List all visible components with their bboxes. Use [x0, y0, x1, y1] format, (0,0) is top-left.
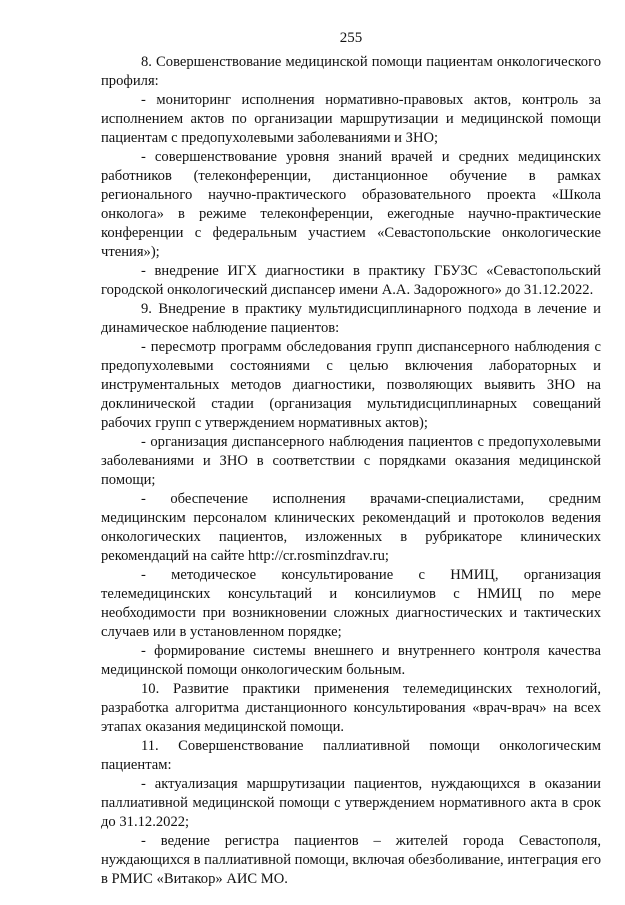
- document-body: [101, 53, 601, 889]
- list-item: - пересмотр программ обследования групп диспансерного наблюдения с предопухолевыми состояниями с целью включения лабораторных и инструментальных методов диагностики, позволяющих выявить ЗНО на доклинической стадии (организация мультидисциплинарных совещаний рабочих групп с утверждением нормативных актов);: [101, 339, 601, 431]
- list-item: - ведение регистра пациентов – жителей города Севастополя, нуждающихся в паллиативной помощи, включая обезболивание, интеграция его в РМИС «Витакор» АИС МО.: [101, 833, 601, 887]
- list-item: - обеспечение исполнения врачами-специалистами, средним медицинским персоналом клинических рекомендаций и протоколов ведения онкологических пациентов, изложенных в рубрикаторе клинических рекомендаций на сайте http://cr.rosminzdrav.ru;: [101, 491, 601, 564]
- list-item: - совершенствование уровня знаний врачей и средних медицинских работников (телеконференции, дистанционное обучение в рамках регионального научно-практического образовательного проекта «Школа онколога» в режиме телеконференции, ежегодные научно-практические конференции с федеральным участием «Севастопольские онкологические чтения»);: [101, 149, 601, 260]
- list-item: - методическое консультирование с НМИЦ, организация телемедицинских консультаций и консилиумов с НМИЦ по мере необходимости при возникновении сложных диагностических и тактических случаев или в установленном порядке;: [101, 567, 601, 640]
- section-heading-11: 11. Совершенствование паллиативной помощи онкологическим пациентам:: [101, 738, 601, 773]
- section-heading-10: 10. Развитие практики применения телемедицинских технологий, разработка алгоритма дистанционного консультирования «врач-врач» на всех этапах оказания медицинской помощи.: [101, 681, 601, 735]
- list-item: - организация диспансерного наблюдения пациентов с предопухолевыми заболеваниями и ЗНО в соответствии с порядками оказания медицинской помощи;: [101, 434, 601, 488]
- page-number: 255: [339, 30, 363, 46]
- list-item: - внедрение ИГХ диагностики в практику ГБУЗС «Севастопольский городской онкологический диспансер имени А.А. Задорожного» до 31.12.2022.: [101, 263, 601, 298]
- section-heading-9: 9. Внедрение в практику мультидисциплинарного подхода в лечение и динамическое наблюдение пациентов:: [101, 301, 601, 336]
- list-item: - актуализация маршрутизации пациентов, нуждающихся в оказании паллиативной медицинской помощи с утверждением нормативного акта в срок до 31.12.2022;: [101, 776, 601, 830]
- list-item: - формирование системы внешнего и внутреннего контроля качества медицинской помощи онкологическим больным.: [101, 643, 601, 678]
- section-heading-8: 8. Совершенствование медицинской помощи пациентам онкологического профиля:: [101, 54, 601, 89]
- list-item: - мониторинг исполнения нормативно-правовых актов, контроль за исполнением актов по организации маршрутизации и медицинской помощи пациентам с предопухолевыми заболеваниями и ЗНО;: [101, 92, 601, 146]
